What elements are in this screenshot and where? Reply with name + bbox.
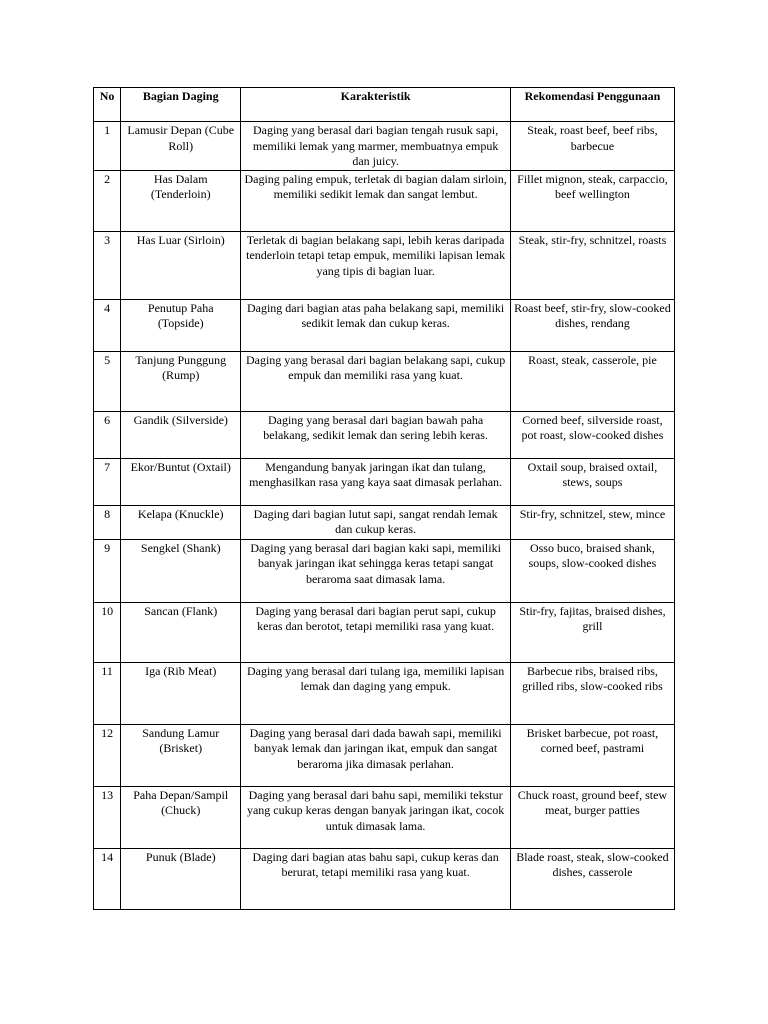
cell-part: Lamusir Depan (Cube Roll) [121, 122, 241, 171]
table-row [94, 458, 675, 505]
header-no: No [94, 88, 121, 122]
header-recommendation: Rekomendasi Penggunaan [510, 88, 674, 122]
cell-part: Paha Depan/Sampil (Chuck) [121, 786, 241, 848]
cell-characteristic: Daging yang berasal dari bagian bawah paha belakang, sedikit lemak dan sering lebih keras. [241, 411, 511, 458]
header-characteristic: Karakteristik [241, 88, 511, 122]
cell-no: 13 [94, 786, 121, 848]
cell-recommendation: Roast, steak, casserole, pie [510, 351, 674, 411]
cell-part: Tanjung Punggung (Rump) [121, 351, 241, 411]
table-row [94, 170, 675, 231]
cell-recommendation: Barbecue ribs, braised ribs, grilled ribs, slow-cooked ribs [510, 662, 674, 724]
cell-characteristic: Daging yang berasal dari bagian tengah rusuk sapi, memiliki lemak yang marmer, membuatnya empuk dan juicy. [241, 122, 511, 171]
table-row [94, 602, 675, 662]
cell-characteristic: Daging dari bagian lutut sapi, sangat rendah lemak dan cukup keras. [241, 505, 511, 539]
cell-recommendation: Chuck roast, ground beef, stew meat, burger patties [510, 786, 674, 848]
cell-no: 7 [94, 458, 121, 505]
table-row [94, 724, 675, 786]
cell-no: 14 [94, 848, 121, 909]
cell-recommendation: Roast beef, stir-fry, slow-cooked dishes, rendang [510, 299, 674, 351]
cell-no: 4 [94, 299, 121, 351]
cell-characteristic: Daging paling empuk, terletak di bagian dalam sirloin, memiliki sedikit lemak dan sangat lembut. [241, 170, 511, 231]
table-row [94, 786, 675, 848]
cell-part: Sancan (Flank) [121, 602, 241, 662]
cell-recommendation: Corned beef, silverside roast, pot roast, slow-cooked dishes [510, 411, 674, 458]
cell-no: 9 [94, 539, 121, 602]
cell-no: 10 [94, 602, 121, 662]
header-part: Bagian Daging [121, 88, 241, 122]
table-row [94, 122, 675, 171]
cell-part: Iga (Rib Meat) [121, 662, 241, 724]
cell-recommendation: Steak, stir-fry, schnitzel, roasts [510, 231, 674, 299]
cell-part: Has Luar (Sirloin) [121, 231, 241, 299]
cell-recommendation: Oxtail soup, braised oxtail, stews, soups [510, 458, 674, 505]
cell-part: Gandik (Silverside) [121, 411, 241, 458]
cell-recommendation: Stir-fry, fajitas, braised dishes, grill [510, 602, 674, 662]
cell-no: 3 [94, 231, 121, 299]
cell-characteristic: Terletak di bagian belakang sapi, lebih keras daripada tenderloin tetapi tetap empuk, memiliki lapisan lemak yang tipis di bagian luar. [241, 231, 511, 299]
cell-part: Ekor/Buntut (Oxtail) [121, 458, 241, 505]
cell-no: 1 [94, 122, 121, 171]
cell-no: 6 [94, 411, 121, 458]
cell-characteristic: Mengandung banyak jaringan ikat dan tulang, menghasilkan rasa yang kaya saat dimasak perlahan. [241, 458, 511, 505]
cell-no: 2 [94, 170, 121, 231]
cell-part: Has Dalam (Tenderloin) [121, 170, 241, 231]
cell-characteristic: Daging yang berasal dari bagian perut sapi, cukup keras dan berotot, tetapi memiliki rasa yang kuat. [241, 602, 511, 662]
cell-part: Kelapa (Knuckle) [121, 505, 241, 539]
table-row [94, 539, 675, 602]
cell-characteristic: Daging dari bagian atas paha belakang sapi, memiliki sedikit lemak dan cukup keras. [241, 299, 511, 351]
cell-characteristic: Daging yang berasal dari bahu sapi, memiliki tekstur yang cukup keras dengan banyak jaringan ikat, cocok untuk dimasak lama. [241, 786, 511, 848]
table-row [94, 505, 675, 539]
cell-no: 12 [94, 724, 121, 786]
cell-part: Sengkel (Shank) [121, 539, 241, 602]
table-row [94, 662, 675, 724]
table-row [94, 299, 675, 351]
cell-part: Penutup Paha (Topside) [121, 299, 241, 351]
table-row [94, 351, 675, 411]
cell-characteristic: Daging yang berasal dari tulang iga, memiliki lapisan lemak dan daging yang empuk. [241, 662, 511, 724]
cell-no: 8 [94, 505, 121, 539]
cell-recommendation: Osso buco, braised shank, soups, slow-cooked dishes [510, 539, 674, 602]
cell-recommendation: Stir-fry, schnitzel, stew, mince [510, 505, 674, 539]
cell-recommendation: Brisket barbecue, pot roast, corned beef, pastrami [510, 724, 674, 786]
cell-no: 11 [94, 662, 121, 724]
cell-recommendation: Blade roast, steak, slow-cooked dishes, casserole [510, 848, 674, 909]
table-body [94, 122, 675, 910]
table-row [94, 411, 675, 458]
cell-characteristic: Daging dari bagian atas bahu sapi, cukup keras dan berurat, tetapi memiliki rasa yang kuat. [241, 848, 511, 909]
cell-recommendation: Fillet mignon, steak, carpaccio, beef wellington [510, 170, 674, 231]
cell-part: Sandung Lamur (Brisket) [121, 724, 241, 786]
table-header-row [94, 88, 675, 122]
cell-characteristic: Daging yang berasal dari bagian belakang sapi, cukup empuk dan memiliki rasa yang kuat. [241, 351, 511, 411]
meat-cuts-table [93, 87, 675, 910]
table-row [94, 848, 675, 909]
cell-characteristic: Daging yang berasal dari dada bawah sapi, memiliki banyak lemak dan jaringan ikat, empuk dan sangat beraroma jika dimasak perlahan. [241, 724, 511, 786]
cell-characteristic: Daging yang berasal dari bagian kaki sapi, memiliki banyak jaringan ikat sehingga keras tetapi sangat beraroma saat dimasak lama. [241, 539, 511, 602]
table-row [94, 231, 675, 299]
cell-no: 5 [94, 351, 121, 411]
cell-recommendation: Steak, roast beef, beef ribs, barbecue [510, 122, 674, 171]
cell-part: Punuk (Blade) [121, 848, 241, 909]
